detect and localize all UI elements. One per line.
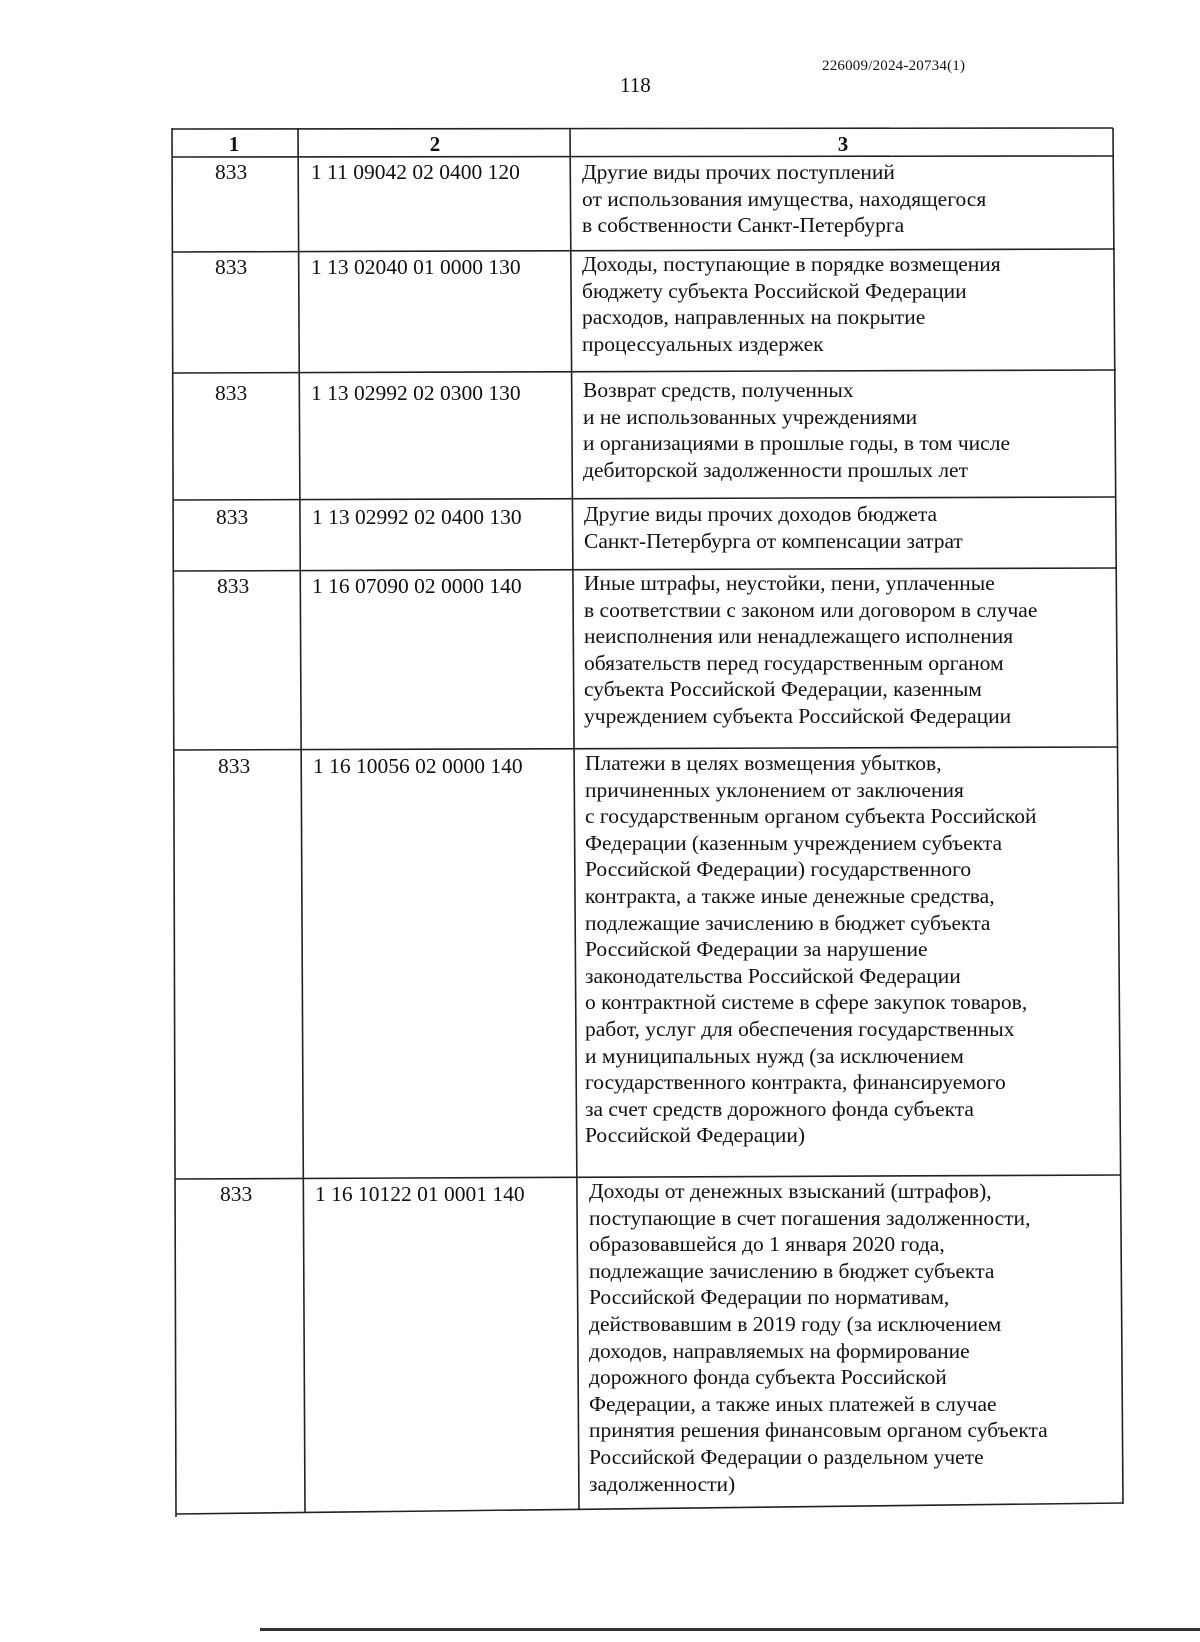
table-cell-description: Иные штрафы, неустойки, пени, уплаченные в соответствии с законом или договором в случае неисполнения или ненадлежащего исполнения обязательств перед государственным органом субъекта Российской Федерации, казенным учреждением субъекта Российской Федерации [584, 571, 1038, 728]
table-cell-budget-code: 1 13 02040 01 0000 130 [311, 255, 521, 279]
table-cell-budget-code: 1 11 09042 02 0400 120 [311, 160, 520, 184]
table-cell-budget-code: 1 16 07090 02 0000 140 [312, 574, 522, 598]
table-cell-description: Платежи в целях возмещения убытков, причиненных уклонением от заключения с государственным органом субъекта Российской Федерации (казенным учреждением субъекта Российской Федерации) государственного контракта, а также иные денежные средства, подлежащие зачислению в бюджет субъекта Российской Федерации за нарушение законодательства Российской Федерации о контрактной системе в сфере закупок товаров, работ, услуг для обеспечения государственных и муниципальных нужд (за исключением государственного контракта, финансируемого за счет средств дорожного фонда субъекта Российской Федерации) [585, 751, 1037, 1148]
table-cell-admin-code: 833 [215, 381, 248, 405]
table-cell-admin-code: 833 [215, 160, 248, 184]
table-cell-budget-code: 1 13 02992 02 0400 130 [312, 505, 522, 529]
table-cell-budget-code: 1 16 10122 01 0001 140 [315, 1182, 525, 1206]
table-cell-description: Возврат средств, полученных и не использованных учреждениями и организациями в прошлые годы, в том числе дебиторской задолженности прошлых лет [583, 378, 1010, 482]
table-cell-admin-code: 833 [220, 1182, 253, 1206]
page-number: 118 [620, 73, 651, 97]
table-cell-description: Доходы от денежных взысканий (штрафов), поступающие в счет погашения задолженности, образовавшейся до 1 января 2020 года, подлежащие зачислению в бюджет субъекта Российской Федерации по нормативам, действовавшим в 2019 году (за исключением доходов, направляемых на формирование дорожного фонда субъекта Российской Федерации, а также иных платежей в случае принятия решения финансовым органом субъекта Российской Федерации о раздельном учете задолженности) [589, 1179, 1048, 1496]
document-registration-number: 226009/2024-20734(1) [822, 58, 966, 74]
table-cell-admin-code: 833 [216, 505, 249, 529]
table-cell-admin-code: 833 [217, 574, 250, 598]
table-cell-description: Другие виды прочих доходов бюджета Санкт-Петербурга от компенсации затрат [584, 502, 963, 553]
table-cell-description: Доходы, поступающие в порядке возмещения бюджету субъекта Российской Федерации расходов, направленных на покрытие процессуальных издержек [582, 252, 1001, 356]
column-header-2: 2 [429, 132, 441, 156]
table-cell-description: Другие виды прочих поступлений от использования имущества, находящегося в собственности Санкт-Петербурга [582, 160, 987, 238]
column-header-1: 1 [228, 132, 240, 156]
page-bottom-edge-line [260, 1628, 1200, 1631]
table-cell-budget-code: 1 13 02992 02 0300 130 [311, 381, 521, 405]
table-cell-admin-code: 833 [215, 255, 248, 279]
table-cell-admin-code: 833 [218, 754, 251, 778]
column-header-3: 3 [837, 132, 849, 156]
table-cell-budget-code: 1 16 10056 02 0000 140 [313, 754, 523, 778]
